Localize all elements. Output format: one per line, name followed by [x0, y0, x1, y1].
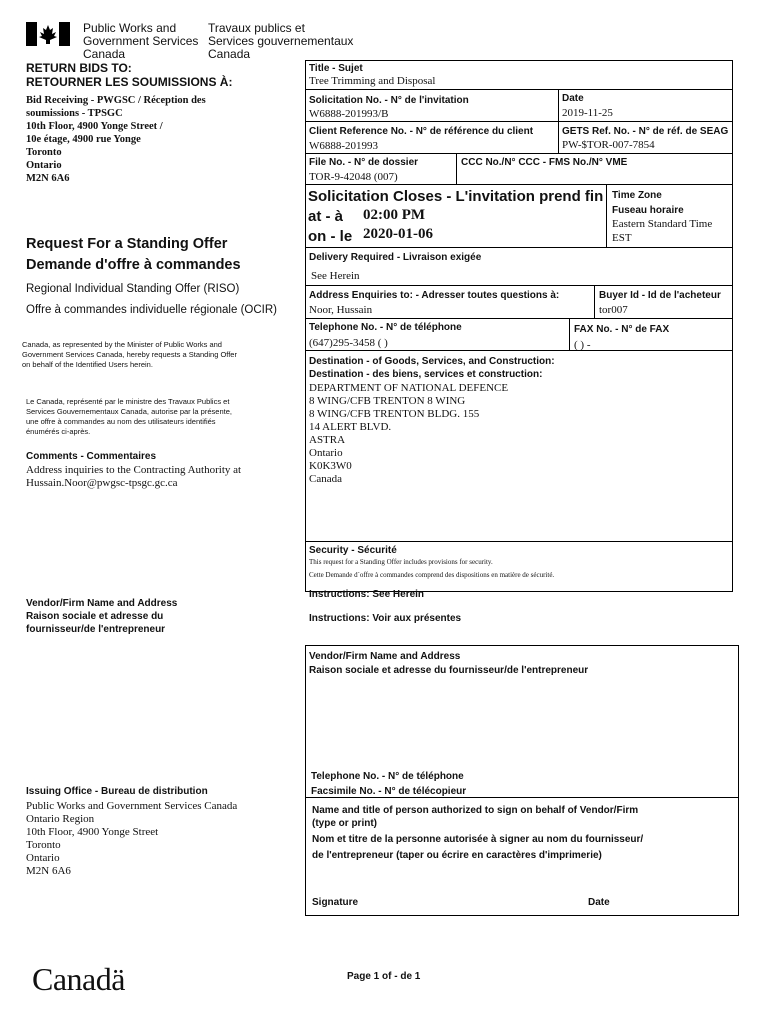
time-zone-value: Eastern Standard Time	[612, 218, 713, 230]
closes-at-label: at - à	[308, 208, 344, 225]
destination-address: DEPARTMENT OF NATIONAL DEFENCE 8 WING/CFB TRENTON 8 WING 8 WING/CFB TRENTON BLDG. 155 14 ALERT BLVD. ASTRA Ontario K0K3W0 Canada	[309, 382, 509, 485]
signature-date-label: Date	[588, 897, 610, 908]
client-reference-label: Client Reference No. - N° de référence du client	[309, 126, 534, 137]
riso-label: Regional Individual Standing Offer (RISO)	[26, 283, 240, 295]
vendor-box-label-en: Vendor/Firm Name and Address	[309, 651, 461, 662]
authorized-person-label-4: de l'entrepreneur (taper ou écrire en caractères d'imprimerie)	[312, 850, 602, 861]
request-paragraph-en: Canada, as represented by the Minister of Public Works and Government Services Canada, hereby requests a Standing Offer on behalf of the Identified Users herein.	[22, 340, 237, 369]
solicitation-no-label: Solicitation No. - N° de l'invitation	[309, 95, 469, 106]
vendor-name-address-field[interactable]	[309, 680, 735, 766]
destination-label-en: Destination - of Goods, Services, and Construction:	[309, 356, 555, 367]
ccc-no-label: CCC No./N° CCC - FMS No./N° VME	[461, 157, 628, 168]
vendor-facsimile-label: Facsimile No. - N° de télécopieur	[311, 786, 467, 797]
request-paragraph-fr: Le Canada, représenté par le ministre des Travaux Publics et Services Gouvernementaux Canada, autorise par la présente, une offre à commandes au nom des utilisateurs identifiés énumérés ci-après.	[26, 397, 232, 436]
title-label: Title - Sujet	[309, 63, 363, 74]
delivery-required-value: See Herein	[311, 270, 360, 282]
vendor-box-label-fr: Raison sociale et adresse du fournisseur/de l'entrepreneur	[309, 665, 589, 676]
comments-text: Address inquiries to the Contracting Authority at Hussain.Noor@pwgsc-tpsgc.gc.ca	[26, 464, 242, 489]
ocir-label: Offre à commandes individuelle régionale (OCIR)	[26, 304, 277, 316]
address-enquiries-label: Address Enquiries to: - Adresser toutes questions à:	[309, 290, 560, 301]
closes-on-label: on - le	[308, 228, 353, 245]
security-text-en: This request for a Standing Offer includes provisions for security.	[309, 558, 493, 566]
telephone-label: Telephone No. - N° de téléphone	[309, 322, 462, 333]
buyer-id-label: Buyer Id - Id de l'acheteur	[599, 290, 721, 301]
security-label: Security - Sécurité	[309, 545, 397, 556]
request-title-en: Request For a Standing Offer	[26, 236, 228, 252]
title-value: Tree Trimming and Disposal	[309, 75, 436, 87]
fax-label: FAX No. - N° de FAX	[574, 324, 670, 335]
date-value: 2019-11-25	[562, 107, 613, 119]
request-title-fr: Demande d'offre à commandes	[26, 257, 241, 273]
vendor-telephone-label: Telephone No. - N° de téléphone	[311, 771, 464, 782]
instructions-fr: Instructions: Voir aux présentes	[309, 613, 462, 624]
telephone-value: (647)295-3458 ( )	[309, 337, 388, 349]
file-no-label: File No. - N° de dossier	[309, 157, 419, 168]
destination-label-fr: Destination - des biens, services et construction:	[309, 369, 543, 380]
address-enquiries-value: Noor, Hussain	[309, 304, 373, 316]
vendor-firm-label: Vendor/Firm Name and Address Raison sociale et adresse du fournisseur/de l'entrepreneur	[26, 598, 178, 635]
date-label: Date	[562, 93, 584, 104]
page-number: Page 1 of - de 1	[347, 971, 421, 982]
department-name-fr: Travaux publics et Services gouvernementaux Canada	[208, 21, 354, 61]
buyer-id-value: tor007	[599, 304, 628, 316]
canada-wordmark-logo: Canadä	[32, 961, 125, 997]
security-text-fr: Cette Demande d`offre à commandes comprend des dispositions en matière de sécurité.	[309, 571, 555, 579]
fuseau-horaire-label: Fuseau horaire	[612, 205, 684, 216]
gets-ref-label: GETS Ref. No. - N° de réf. de SEAG	[562, 126, 729, 137]
issuing-office-label: Issuing Office - Bureau de distribution	[26, 786, 208, 797]
issuing-office-address: Public Works and Government Services Canada Ontario Region 10th Floor, 4900 Yonge Street Toronto Ontario M2N 6A6	[26, 800, 238, 877]
file-no-value: TOR-9-42048 (007)	[309, 171, 398, 183]
authorized-person-field[interactable]	[309, 864, 735, 892]
authorized-person-label-2: (type or print)	[312, 818, 377, 829]
closes-date-value: 2020-01-06	[363, 226, 433, 242]
fax-value: ( ) -	[574, 339, 591, 351]
time-zone-abbrev: EST	[612, 232, 632, 244]
time-zone-label: Time Zone	[612, 190, 662, 201]
comments-label: Comments - Commentaires	[26, 451, 157, 462]
client-reference-value: W6888-201993	[309, 140, 379, 152]
solicitation-no-value: W6888-201993/B	[309, 108, 389, 120]
return-bids-heading: RETURN BIDS TO: RETOURNER LES SOUMISSIONS À:	[26, 61, 233, 89]
department-name-en: Public Works and Government Services Canada	[83, 21, 199, 61]
return-bids-address: Bid Receiving - PWGSC / Réception des soumissions - TPSGC 10th Floor, 4900 Yonge Street / 10e étage, 4900 rue Yonge Toronto Ontario M2N 6A6	[26, 95, 206, 184]
authorized-person-label-1: Name and title of person authorized to sign on behalf of Vendor/Firm	[312, 805, 639, 816]
gets-ref-value: PW-$TOR-007-7854	[562, 139, 655, 151]
solicitation-closes-label: Solicitation Closes - L'invitation prend fin	[308, 188, 604, 205]
delivery-required-label: Delivery Required - Livraison exigée	[309, 252, 482, 263]
instructions-en: Instructions: See Herein	[309, 589, 425, 600]
closes-time-value: 02:00 PM	[363, 207, 426, 223]
authorized-person-label-3: Nom et titre de la personne autorisée à signer au nom du fournisseur/	[312, 834, 644, 845]
government-flag-icon	[26, 22, 70, 46]
signature-label: Signature	[312, 897, 359, 908]
